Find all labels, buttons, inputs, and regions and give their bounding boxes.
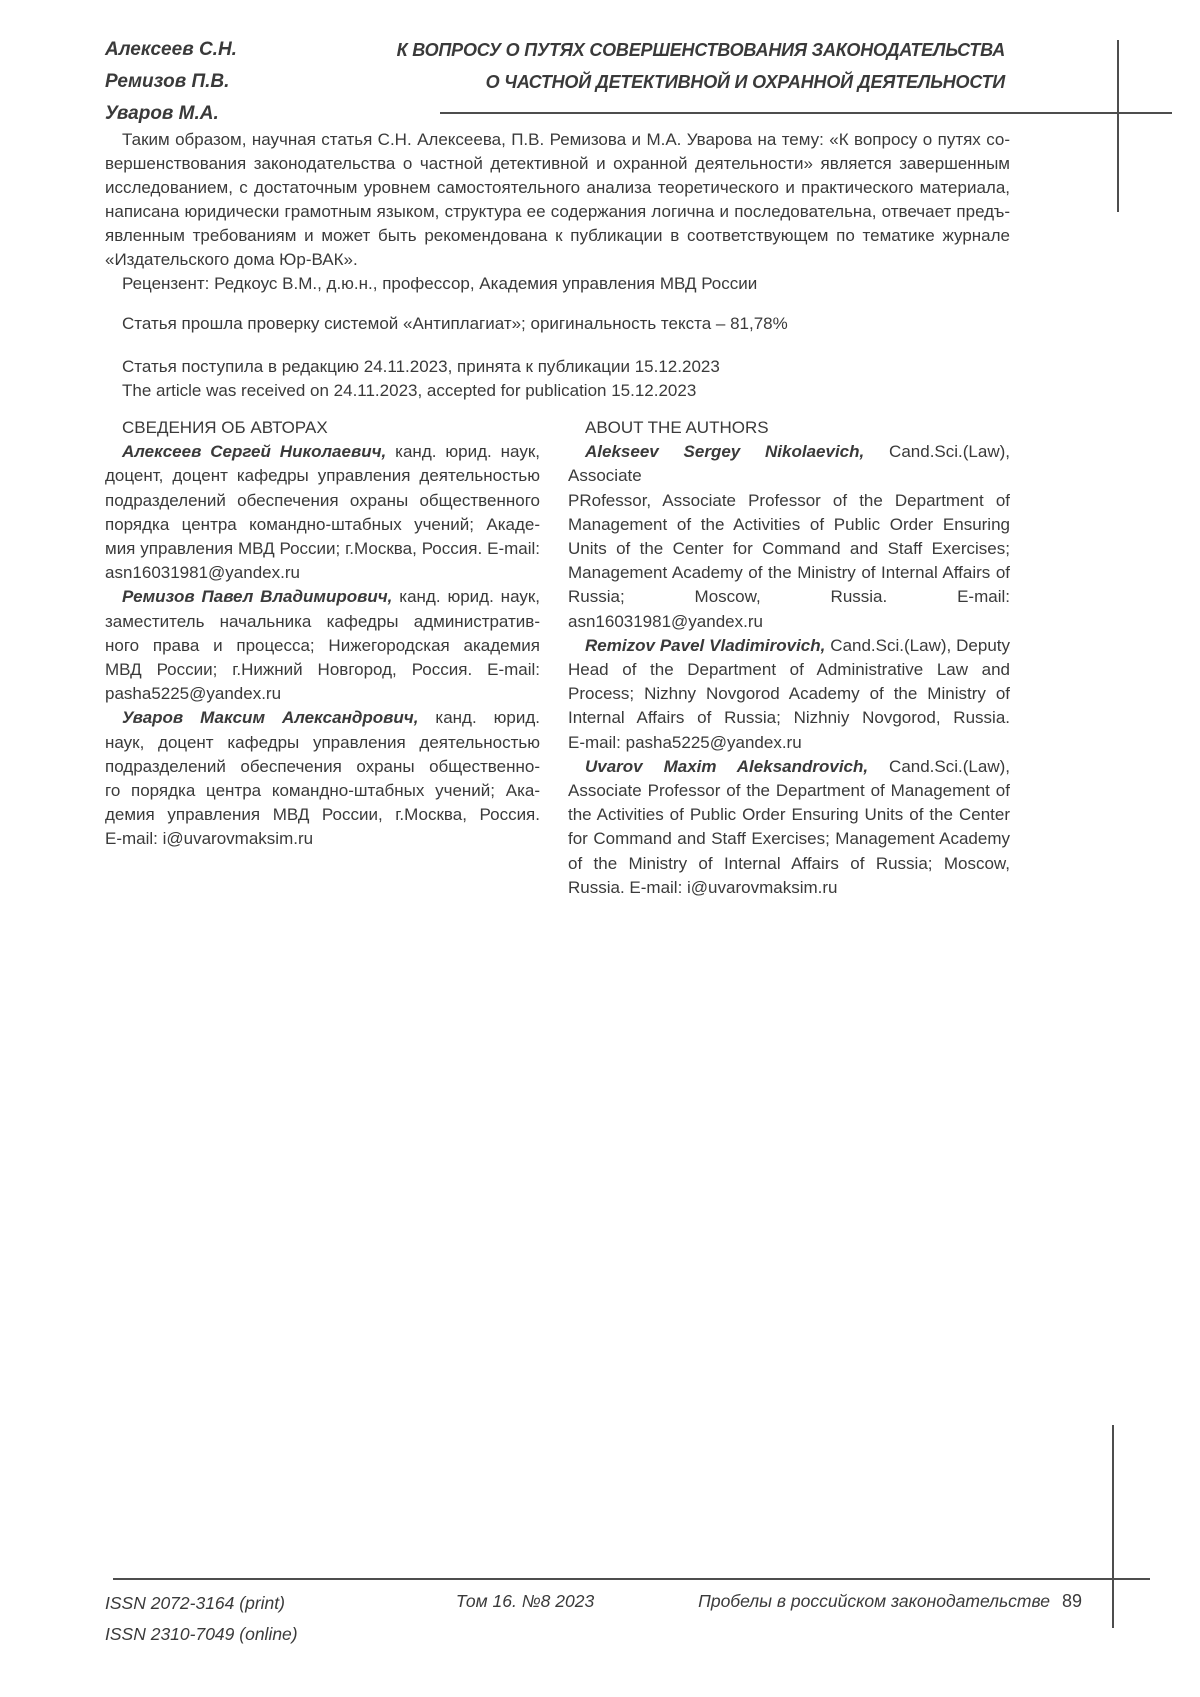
text-line: of the Ministry of Internal Affairs of Russia; Moscow, (568, 853, 1010, 873)
text-line: подразделений обеспечения охраны общественного (105, 490, 540, 510)
issn-print: ISSN 2072-3164 (print) (105, 1593, 285, 1613)
text-line (105, 706, 540, 730)
footer-issn (105, 1588, 298, 1650)
header-rule (440, 112, 1172, 114)
footer-vertical-rule (1112, 1425, 1114, 1628)
text-line: заместитель начальника кафедры административ- (105, 611, 540, 631)
text-line: явленным требованиям и может быть рекомендована к публикации в соответствующем по тематике журнале (105, 226, 1010, 245)
footer-rule (113, 1578, 1150, 1580)
running-head-title (315, 34, 1005, 98)
author-name: Uvarov Maxim Aleksandrovich, (585, 756, 869, 776)
author-name: Alekseev Sergey Nikolaevich, (585, 442, 865, 462)
plagiarism-note: Статья прошла проверку системой «Антиплагиат»; оригинальность текста – 81,78% (122, 314, 788, 333)
text-line: E-mail: pasha5225@yandex.ru (568, 732, 802, 752)
author-degree: Cand.Sci.(Law), Deputy (825, 635, 1011, 655)
text-line: подразделений обеспечения охраны общественно- (105, 756, 540, 776)
text-line: E-mail: i@uvarovmaksim.ru (105, 829, 314, 849)
text-line (105, 585, 540, 609)
text-line: pasha5225@yandex.ru (105, 684, 282, 704)
header-vertical-rule (1117, 40, 1119, 212)
conclusion-paragraph (105, 128, 1010, 272)
footer-journal-title: Пробелы в российском законодательстве (698, 1591, 1050, 1611)
author-degree: канд. юрид. наук, (386, 442, 540, 462)
author-name: Алексеев Сергей Николаевич, (122, 442, 387, 462)
text-line: порядка центра командно-штабных учений; Акаде- (105, 514, 540, 534)
author-entry (105, 440, 540, 585)
text-line: доцент, доцент кафедры управления деятельностью (105, 466, 540, 486)
author-entry (105, 585, 540, 706)
text-line: Head of the Department of Administrative Law and (568, 660, 1010, 680)
text-line: Internal Affairs of Russia; Nizhniy Novgorod, Russia. (568, 708, 1010, 728)
running-head-author: Алексеев С.Н. (105, 39, 237, 60)
text-line (105, 440, 540, 464)
running-head-authors (105, 34, 237, 130)
text-line: Associate Professor of the Department of Management of (568, 781, 1010, 801)
text-line: ного права и процесса; Нижегородская академия (105, 635, 540, 655)
text-line: написана юридически грамотным языком, структура ее содержания логична и последовательна, отвечает предъ- (105, 202, 1010, 221)
author-degree: Cand.Sci.(Law), (868, 756, 1010, 776)
author-entry (568, 755, 1010, 900)
authors-en-heading: ABOUT THE AUTHORS (585, 418, 769, 437)
issn-online: ISSN 2310-7049 (online) (105, 1624, 298, 1644)
authors-en-column (568, 416, 1010, 900)
author-info-columns (105, 416, 1010, 900)
text-line: МВД России; г.Нижний Новгород, Россия. E-mail: (105, 660, 540, 680)
text-line: Management Academy of the Ministry of Internal Affairs of (568, 563, 1010, 583)
running-head-title-line: К ВОПРОСУ О ПУТЯХ СОВЕРШЕНСТВОВАНИЯ ЗАКОНОДАТЕЛЬСТВА (396, 40, 1005, 60)
text-line: Management of the Activities of Public Order Ensuring (568, 514, 1010, 534)
authors-ru-heading: СВЕДЕНИЯ ОБ АВТОРАХ (122, 418, 328, 437)
author-name: Уваров Максим Александрович, (122, 708, 419, 728)
running-head-author: Ремизов П.В. (105, 71, 230, 92)
article-dates-en: The article was received on 24.11.2023, accepted for publication 15.12.2023 (122, 381, 697, 400)
text-line: «Издательского дома Юр-ВАК». (105, 250, 358, 269)
text-line: мия управления МВД России; г.Москва, Россия. E-mail: (105, 539, 540, 559)
text-line: Russia. E-mail: i@uvarovmaksim.ru (568, 877, 838, 897)
authors-ru-entries (105, 440, 540, 851)
author-entry (568, 634, 1010, 755)
author-name: Remizov Pavel Vladimirovich, (585, 635, 826, 655)
footer-page-number: 89 (1062, 1591, 1083, 1611)
author-degree: Cand.Sci.(Law), Associate (568, 442, 1010, 486)
running-head-title-line: О ЧАСТНОЙ ДЕТЕКТИВНОЙ И ОХРАННОЙ ДЕЯТЕЛЬНОСТИ (485, 72, 1005, 92)
reviewer-line: Рецензент: Редкоус В.М., д.ю.н., профессор, Академия управления МВД России (122, 274, 758, 293)
author-degree: канд. юрид. (418, 708, 540, 728)
text-line: го порядка центра командно-штабных учений; Ака- (105, 781, 540, 801)
text-line: Russia; Moscow, Russia. E-mail: asn16031981@yandex.ru (568, 587, 1010, 631)
text-line: Таким образом, научная статья С.Н. Алексеева, П.В. Ремизова и М.А. Уварова на тему: «К вопросу о путях со- (122, 130, 1010, 149)
text-line: Process; Nizhny Novgorod Academy of the Ministry of (568, 684, 1010, 704)
text-line (568, 755, 1010, 779)
author-name: Ремизов Павел Владимирович, (122, 587, 393, 607)
text-line: asn16031981@yandex.ru (105, 563, 300, 583)
footer-volume: Том 16. №8 2023 (455, 1591, 595, 1611)
authors-en-entries (568, 440, 1010, 900)
text-line: for Command and Staff Exercises; Management Academy (568, 829, 1010, 849)
author-entry (105, 706, 540, 851)
text-line (568, 440, 1010, 488)
text-line: наук, доцент кафедры управления деятельностью (105, 732, 540, 752)
authors-ru-column (105, 416, 540, 900)
author-degree: канд. юрид. наук, (392, 587, 540, 607)
text-line: вершенствования законодательства о частной детективной и охранной деятельности» является завершенным (105, 154, 1010, 173)
reviewer-line-wrap (105, 272, 1010, 296)
running-head-author: Уваров М.А. (105, 103, 219, 124)
text-line: исследованием, с достаточным уровнем самостоятельного анализа теоретического и практического материала, (105, 178, 1010, 197)
text-line: the Activities of Public Order Ensuring Units of the Center (568, 805, 1010, 825)
text-line: Units of the Center for Command and Staff Exercises; (568, 539, 1010, 559)
article-dates-ru: Статья поступила в редакцию 24.11.2023, принята к публикации 15.12.2023 (122, 357, 720, 376)
text-line (568, 634, 1010, 658)
text-line: демия управления МВД России, г.Москва, Россия. (105, 805, 540, 825)
text-line: PRofessor, Associate Professor of the Department of (568, 490, 1010, 510)
author-entry (568, 440, 1010, 634)
article-dates (105, 355, 1010, 403)
